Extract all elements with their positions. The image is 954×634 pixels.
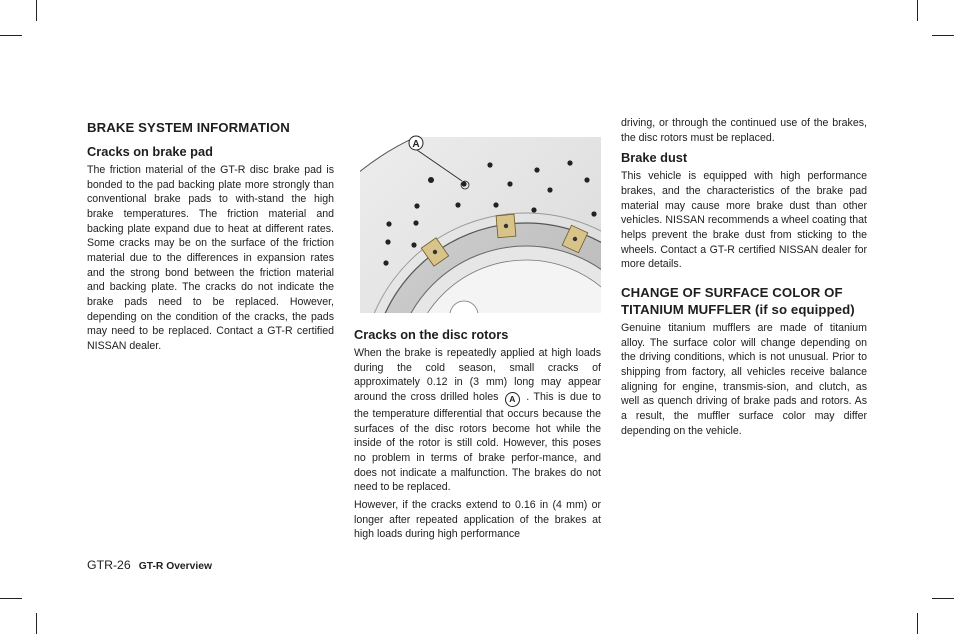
paragraph-disc-rotors-1	[354, 346, 601, 495]
crop-mark	[36, 0, 37, 21]
page-number: GTR-26	[87, 558, 131, 572]
paragraph-brake-pad: The friction material of the GT-R disc brake pad is bonded to the pad backing plate more strongly than conventional brake pads to with-stand the high brake temperatures. The friction material and backing plate expand due to heat at different rates. Some cracks may be on the surface of the friction material due to the differences in expansion rates and the strong bond between the friction material and backing plate. The cracks do not indicate the brake pads need to be replaced. However, depending on the condition of the cracks, the pads may need to be replaced. Contact a GT-R certified NISSAN dealer.	[87, 164, 334, 352]
section-heading-brake-system: BRAKE SYSTEM INFORMATION	[87, 120, 290, 135]
column-1	[87, 116, 334, 357]
disc-rotor-illustration	[354, 123, 601, 313]
column-2	[354, 123, 601, 545]
paragraph-titanium-muffler: Genuine titanium mufflers are made of titanium alloy. The surface color will change depending on the driving conditions, which is not unusual. Prior to shipping from factory, all vehicles receive balance aligning for engine, transmis-sion, and clutch, as well as quench driving of brake pads and rotors. As a result, the muffler surface color may differ depending on the vehicle.	[621, 321, 867, 437]
crop-mark	[932, 598, 954, 599]
paragraph-continued: driving, or through the continued use of the brakes, the disc rotors must be replaced.	[621, 117, 867, 144]
paragraph-brake-dust: This vehicle is equipped with high performance brakes, and the characteristics of the brake pad material may cause more brake dust than other vehicles. NISSAN recommends a wheel coating that helps prevent the brake dust from sticking to the wheels. Contact a GT-R certified NISSAN dealer for more details.	[621, 170, 867, 271]
inline-callout-a: A	[505, 392, 520, 407]
paragraph-text-before-marker: When the brake is repeatedly applied at high loads during the cold season, small cracks of approximately 0.12 in (3 mm) long may appear around the cross drilled holes	[354, 347, 601, 403]
crop-mark	[917, 0, 918, 21]
paragraph-disc-rotors-2: However, if the cracks extend to 0.16 in (4 mm) or longer after repeated application of the brakes at high loads during high performance	[354, 498, 601, 541]
page-footer	[87, 558, 212, 572]
subheading-cracks-disc-rotors: Cracks on the disc rotors	[354, 327, 509, 342]
subheading-cracks-brake-pad: Cracks on brake pad	[87, 144, 213, 159]
crop-mark	[0, 35, 22, 36]
footer-section-name: GT-R Overview	[138, 561, 212, 572]
crop-mark	[932, 35, 954, 36]
subheading-brake-dust: Brake dust	[621, 150, 688, 166]
crop-mark	[36, 613, 37, 634]
crop-mark	[0, 598, 22, 599]
disc-rotor-drawing	[354, 123, 601, 313]
crop-mark	[917, 613, 918, 634]
section-heading-titanium-muffler: CHANGE OF SURFACE COLOR OF TITANIUM MUFFLER (if so equipped)	[621, 284, 855, 317]
column-3	[621, 116, 867, 441]
paragraph-text-after-marker: . This is due to the temperature differential that occurs because the surfaces of the disc rotors become hot while the inside of the rotor is still cold. However, this poses no problem in terms of brake perfor-mance, and does not indicate a malfunction. The brakes do not need to be replaced.	[354, 390, 601, 494]
figure-callout-label: A	[412, 139, 420, 150]
rotor-clip	[496, 214, 516, 237]
